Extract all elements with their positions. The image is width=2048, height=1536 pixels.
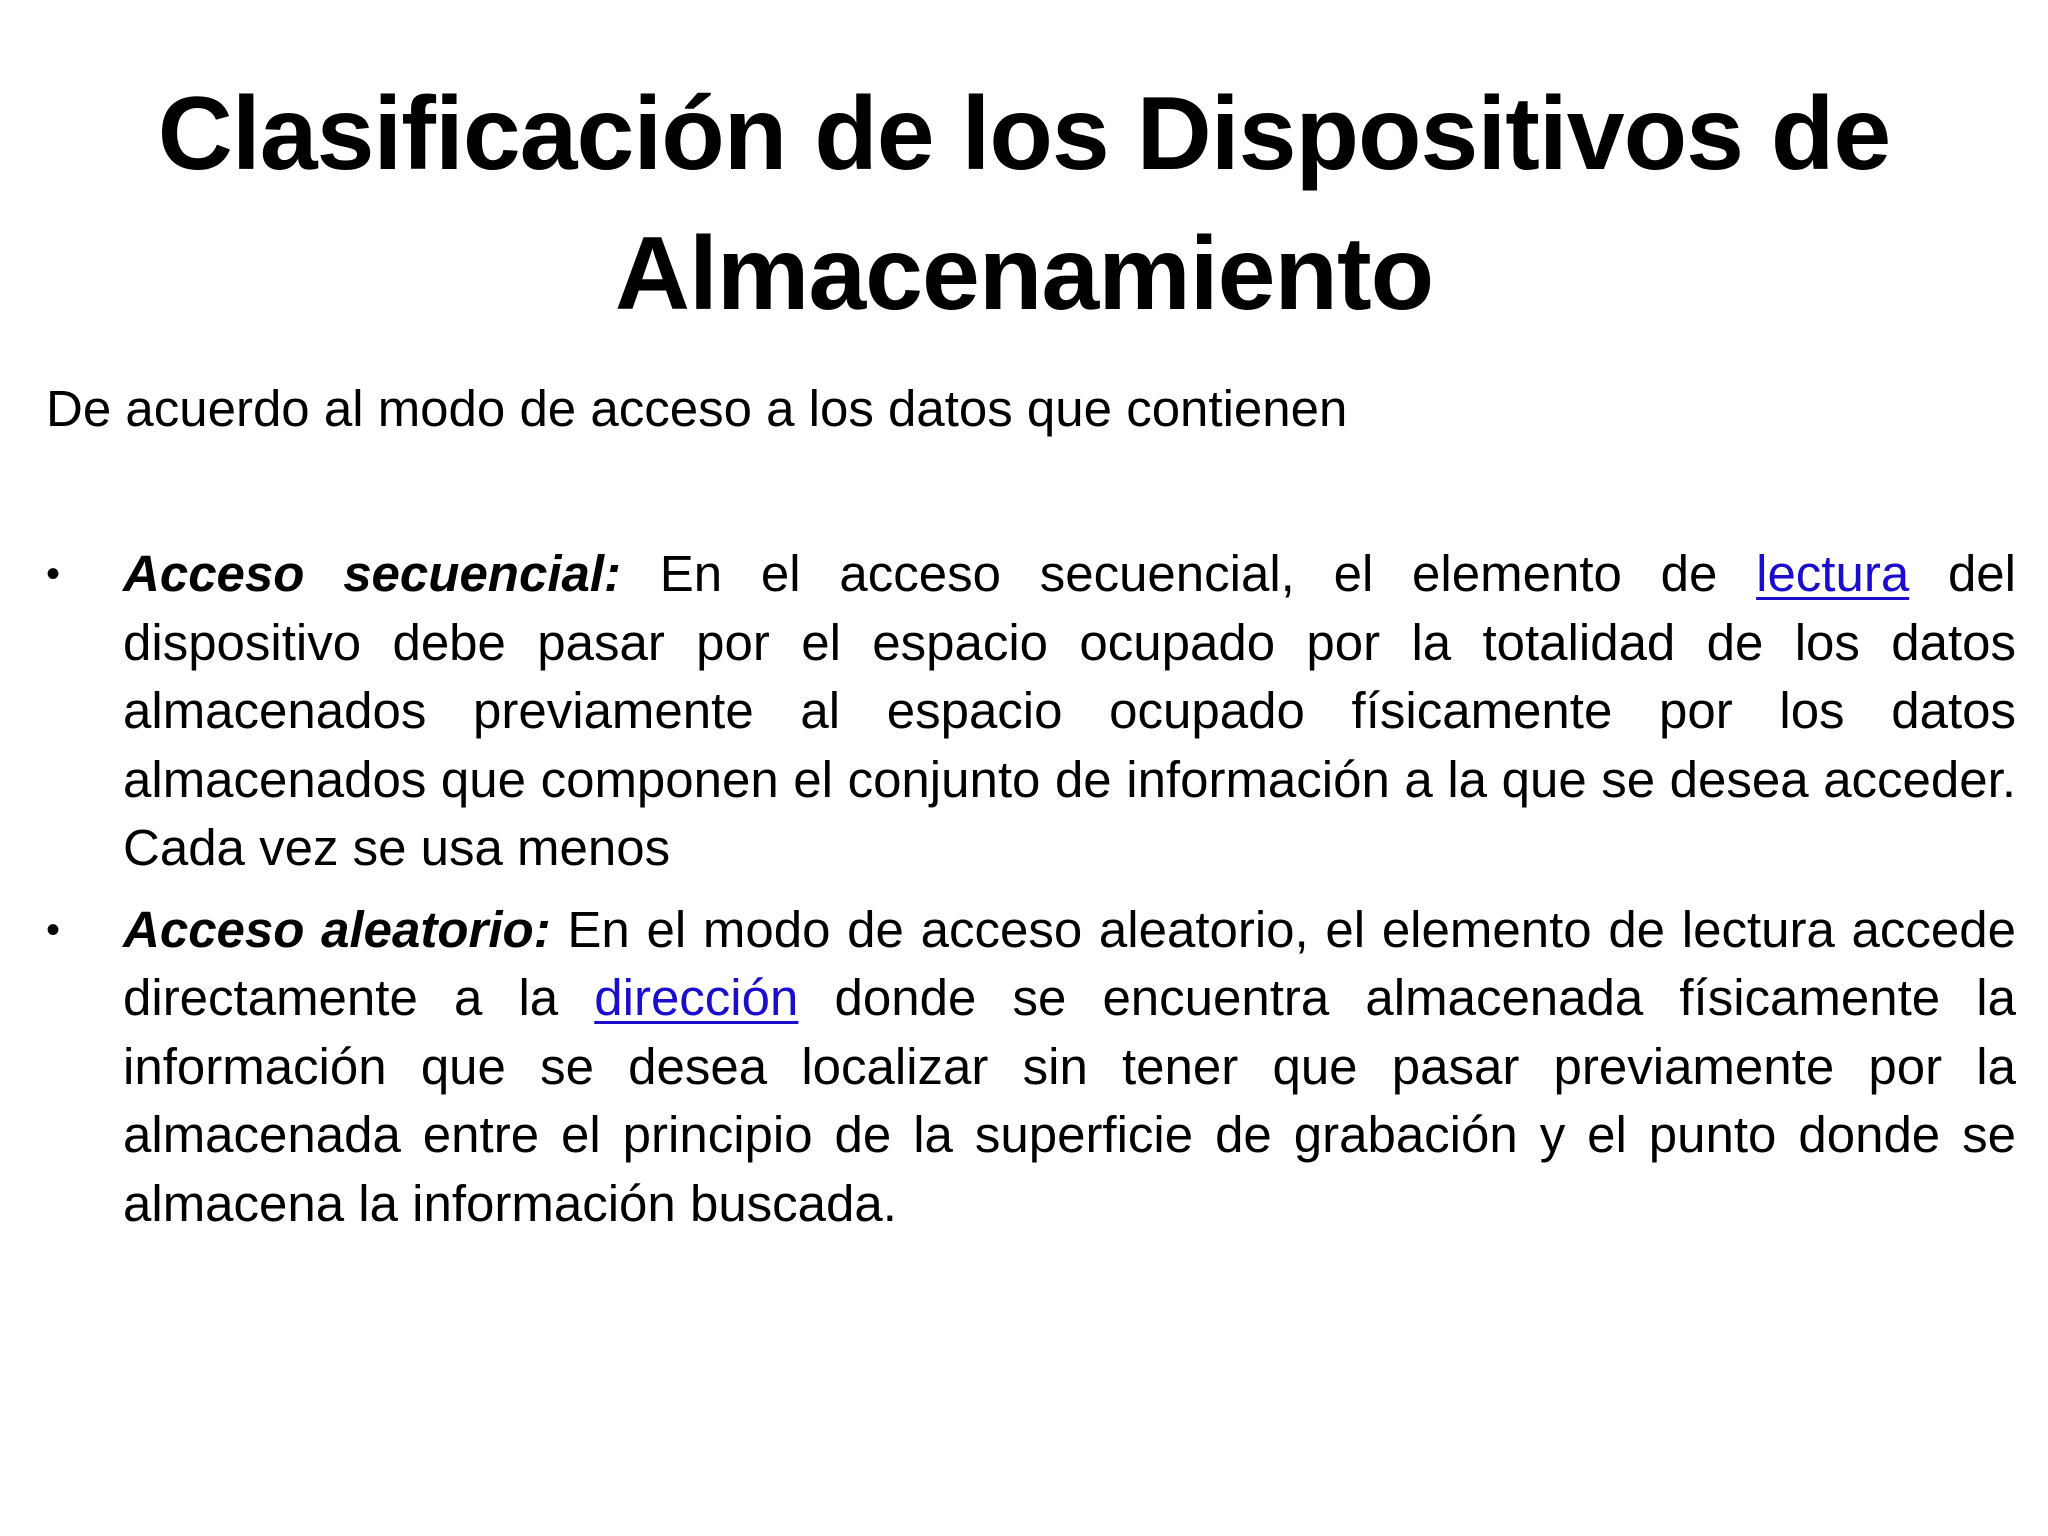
bullet-item-sequential-access bbox=[46, 540, 2016, 883]
body-text: donde se encuentra almacenada físicamente la información que se desea localizar sin tener que pasar previamente por la almacenada entre el principio de la superficie de grabación y el punto donde se almacena la información buscada. bbox=[123, 969, 2016, 1232]
term-random-access: Acceso aleatorio: bbox=[123, 900, 551, 958]
slide-subtitle: De acuerdo al modo de acceso a los datos que contienen bbox=[46, 380, 1348, 437]
bullet-list bbox=[46, 540, 2016, 1251]
link-direccion[interactable]: dirección bbox=[594, 969, 799, 1026]
link-lectura[interactable]: lectura bbox=[1756, 545, 1910, 602]
body-text: En el acceso secuencial, el elemento de bbox=[621, 545, 1757, 602]
bullet-item-random-access bbox=[46, 896, 2016, 1239]
bullet-icon: • bbox=[46, 552, 61, 596]
slide-title: Clasificación de los Dispositivos de Almacenamiento bbox=[157, 76, 1891, 332]
body-text: del dispositivo debe pasar por el espacio ocupado por la totalidad de los datos almacenados previamente al espacio ocupado físicamente por los datos almacenados que componen el conjunto de información a la que se desea acceder. Cada vez se usa menos bbox=[123, 545, 2017, 876]
body-text: En el modo de acceso aleatorio, el elemento de lectura accede directamente a la bbox=[123, 900, 2016, 1026]
bullet-icon: • bbox=[46, 907, 61, 952]
term-sequential-access: Acceso secuencial: bbox=[123, 545, 622, 602]
